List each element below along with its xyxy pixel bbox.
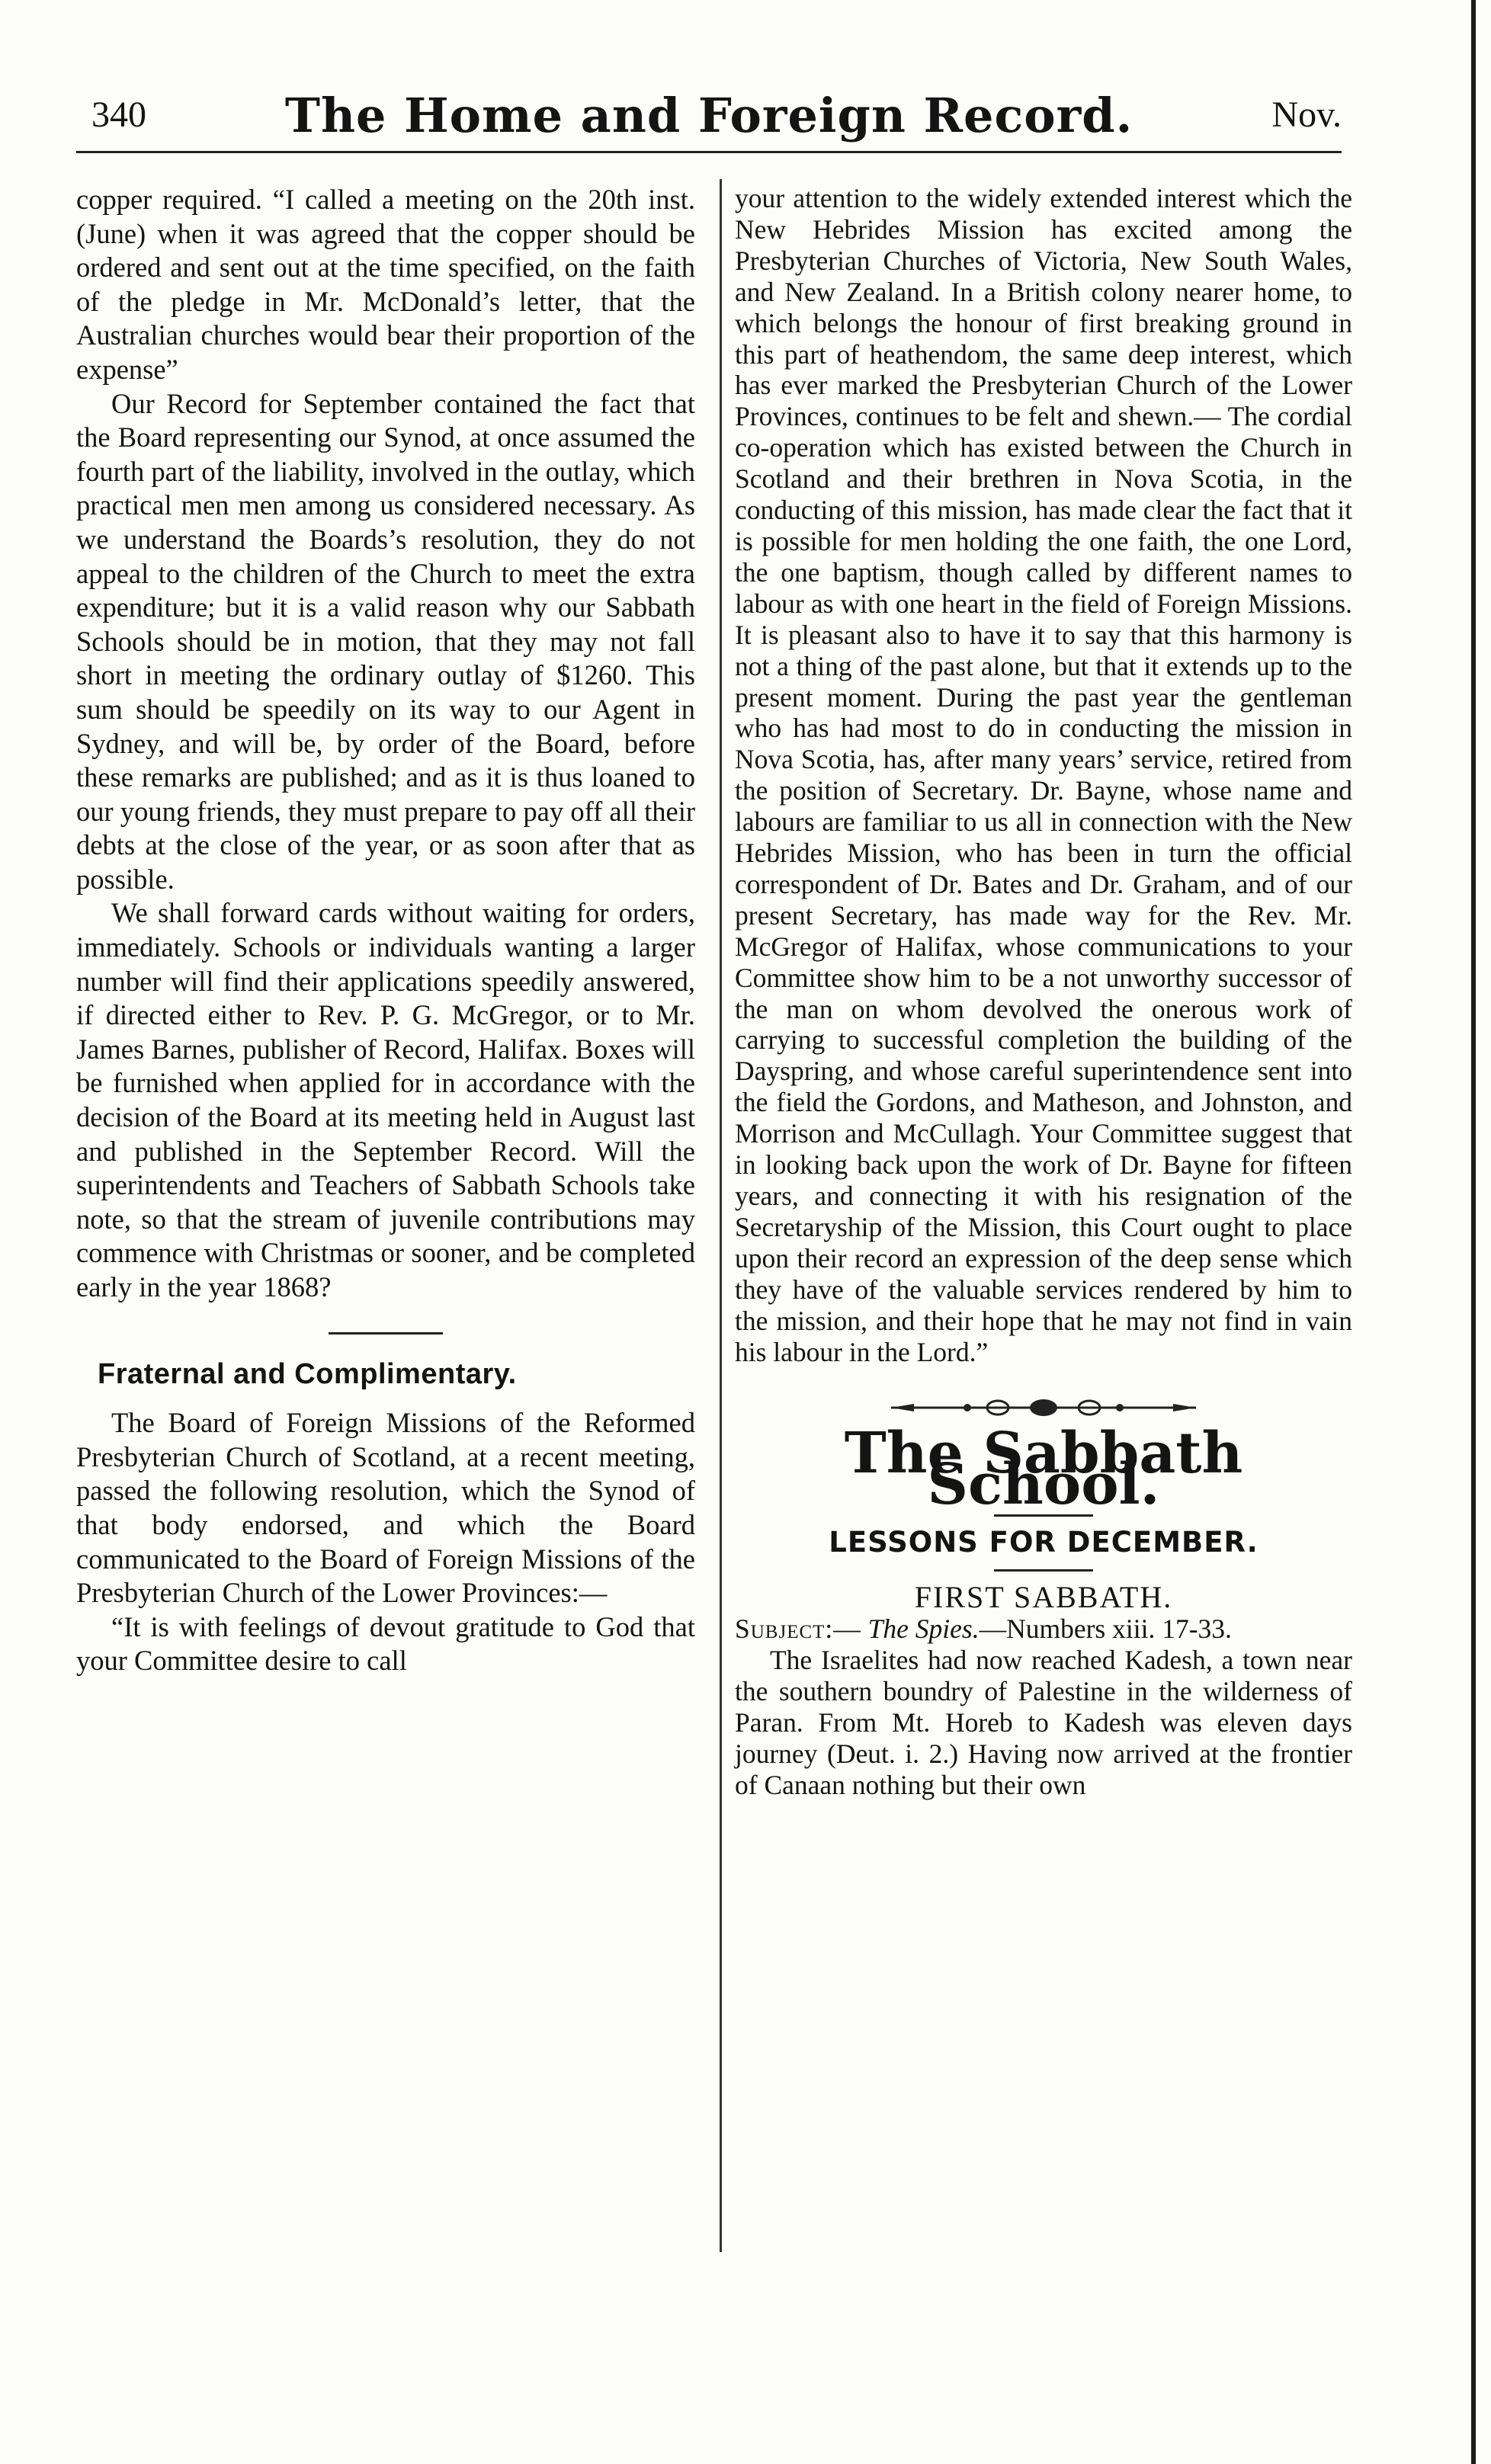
subject-reference: —Numbers xiii. 17-33. bbox=[979, 1613, 1232, 1644]
header-rule bbox=[76, 151, 1342, 153]
left-column bbox=[76, 183, 695, 1678]
subject-title: The Spies. bbox=[867, 1613, 980, 1644]
lesson-subject bbox=[735, 1613, 1352, 1645]
right-column bbox=[735, 183, 1352, 1800]
first-sabbath-heading: FIRST SABBATH. bbox=[914, 1580, 1173, 1615]
column-divider bbox=[720, 179, 722, 2252]
lessons-heading: LESSONS FOR DECEMBER. bbox=[829, 1526, 1259, 1559]
section-divider bbox=[329, 1332, 443, 1335]
section-divider bbox=[994, 1569, 1093, 1572]
paragraph: Our Record for September contained the fact that the Board representing our Synod, at once assumed the fourth part of the liability, involved in the outlay, which practical men men among us considered necessary. As we understand the Boards’s resolution, they do not appeal to the children of the Church to meet the extra expenditure; but it is a valid reason why our Sabbath Schools should be in motion, that they may not fall short in meeting the ordinary outlay of $1260. This sum should be speedily on its way to our Agent in Sydney, and will be, by order of the Board, before these remarks are published; and as it is thus loaned to our young friends, they must prepare to pay off all their debts at the close of the year, or as soon after that as possible. bbox=[76, 387, 695, 895]
section-title: The Sabbath School. bbox=[844, 1421, 1243, 1518]
page-number: 340 bbox=[91, 95, 146, 135]
section-heading: Fraternal and Complimentary. bbox=[98, 1357, 517, 1390]
page-header bbox=[76, 88, 1342, 156]
paragraph: “It is with feelings of devout gratitude to God that your Committee desire to call bbox=[76, 1610, 695, 1677]
paragraph: We shall forward cards without waiting for orders, immediately. Schools or individuals wanting a larger number will find their applications speedily answered, if directed either to Rev. P. G. McGregor, or to Mr. James Barnes, publisher of Record, Halifax. Boxes will be furnished when applied for in accordance with the decision of the Board at its meeting held in August last and published in the September Record. Will the superintendents and Teachers of Sabbath Schools take note, so that the stream of juvenile contributions may commence with Christmas or sooner, and be completed early in the year 1868? bbox=[76, 897, 695, 1302]
paragraph: The Israelites had now reached Kadesh, a town near the southern boundry of Palestine in the wilderness of Paran. From Mt. Horeb to Kadesh was eleven days journey (Deut. i. 2.) Having now arrived at the frontier of Canaan nothing but their own bbox=[735, 1644, 1352, 1800]
running-title: The Home and Foreign Record. bbox=[284, 88, 1133, 143]
subject-label: Subject:— bbox=[735, 1613, 861, 1644]
ornament-divider bbox=[735, 1393, 1352, 1424]
paragraph: copper required. “I called a meeting on the 20th inst. (June) when it was agreed that the copper should be ordered and sent out at the time specified, on the faith of the pledge in Mr. McDonald’s letter, that the Australian churches would bear their proportion of the expense” bbox=[76, 184, 695, 385]
paragraph: The Board of Foreign Missions of the Reformed Presbyterian Church of Scotland, at a recent meeting, passed the following resolution, which the Synod of that body endorsed, and which the Board communicated to the Board of Foreign Missions of the Presbyterian Church of the Lower Provinces:— bbox=[76, 1407, 695, 1609]
ornament-divider-icon bbox=[883, 1398, 1204, 1418]
paragraph: your attention to the widely extended interest which the New Hebrides Mission has excited among the Presbyterian Churches of Victoria, New South Wales, and New Zealand. In a British colony nearer home, to which belongs the honour of first breaking ground in this part of heathendom, the same deep interest, which has ever marked the Presbyterian Church of the Lower Provinces, continues to be felt and shewn.— The cordial co-operation which has existed between the Church in Scotland and their brethren in Nova Scotia, in the conducting of this mission, has made clear the fact that it is possible for men holding the one faith, the one Lord, the one baptism, though called by different names to labour as with one heart in the field of Foreign Missions. It is pleasant also to have it to say that this harmony is not a thing of the past alone, but that it extends up to the present moment. During the past year the gentleman who has had most to do in conducting the mission in Nova Scotia, has, after many years’ service, retired from the position of Secretary. Dr. Bayne, whose name and labours are familiar to us all in connection with the New Hebrides Mission, who has been in turn the official correspondent of Dr. Bates and Dr. Graham, and of our present Secretary, has made way for the Rev. Mr. McGregor of Halifax, whose communications to your Committee show him to be a not unworthy successor of the man on whom devolved the onerous work of carrying to successful completion the building of the Dayspring, and whose careful superintendence sent into the field the Gordons, and Matheson, and Johnston, and Morrison and McCullagh. Your Committee suggest that in looking back upon the work of Dr. Bayne for fifteen years, and connecting it with his resignation of the Secretaryship of the Mission, this Court ought to place upon their record an expression of the deep sense which they have of the valuable services rendered by him to the mission, and their hope that he may not find in vain his labour in the Lord.” bbox=[735, 183, 1352, 1367]
page-edge bbox=[1471, 0, 1476, 2464]
issue-month: Nov. bbox=[1271, 95, 1342, 135]
